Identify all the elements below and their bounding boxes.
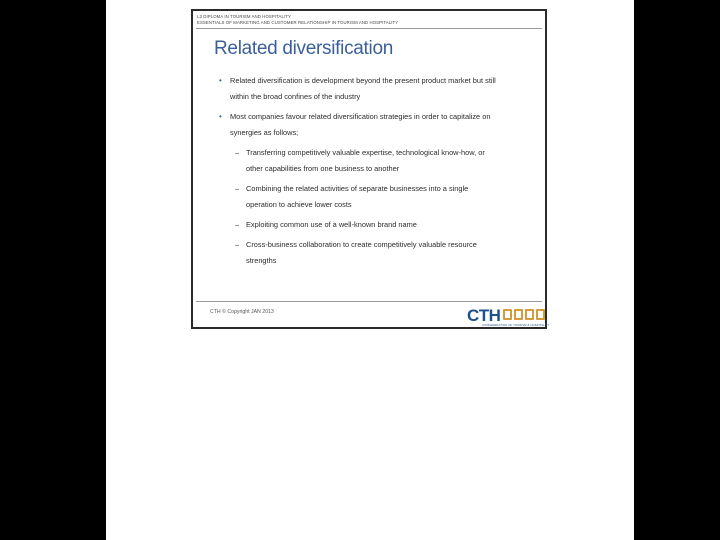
sub-bullet-text: Cross-business collaboration to create competitively valuable resource strengths	[246, 240, 477, 265]
sub-bullet-item	[193, 217, 501, 233]
bullet-marker: •	[219, 76, 222, 85]
sub-bullet-item	[193, 237, 501, 269]
sub-bullet-item	[193, 145, 501, 177]
sub-bullet-marker: –	[235, 220, 240, 229]
bullet-marker: •	[219, 112, 222, 121]
footer-divider	[196, 301, 542, 302]
cth-logo	[467, 306, 550, 327]
logo-box-icon	[536, 309, 545, 320]
sub-bullet-item	[193, 181, 501, 213]
logo-box-icon	[514, 309, 523, 320]
header-divider	[196, 28, 542, 29]
slide-content	[193, 73, 545, 273]
logo-box-icon	[525, 309, 534, 320]
sub-bullet-text: Combining the related activities of separate businesses into a single operation to achieve lower costs	[246, 184, 469, 209]
sub-bullet-marker: –	[235, 240, 240, 249]
logo-box-icon	[503, 309, 512, 320]
header-course-line: L3 DIPLOMA IN TOURISM AND HOSPITALITY	[197, 14, 291, 19]
sub-bullet-text: Transferring competitively valuable expertise, technological know-how, or other capabilities from one business to another	[246, 148, 485, 173]
sub-bullet-text: Exploiting common use of a well-known brand name	[246, 220, 417, 229]
slide-header	[197, 14, 541, 26]
bullet-item	[193, 73, 505, 105]
copyright-notice: CTH © Copyright JAN 2013	[210, 309, 274, 315]
sub-bullet-marker: –	[235, 148, 240, 157]
sub-bullet-marker: –	[235, 184, 240, 193]
slide-title: Related diversification	[214, 38, 393, 59]
logo-subtext: CONFEDERATION OF TOURISM & HOSPITALITY	[482, 323, 550, 327]
logo-text: CTH	[467, 306, 501, 325]
bullet-text: Related diversification is development beyond the present product market but still within the broad confines of the industry	[230, 76, 496, 101]
slide	[191, 9, 550, 329]
bullet-item	[193, 109, 505, 141]
logo-emblem-icon	[503, 309, 545, 320]
header-unit-line: ESSENTIALS OF MARKETING AND CUSTOMER RELATIONSHIP IN TOURISM AND HOSPITALITY	[197, 20, 399, 25]
bullet-text: Most companies favour related diversification strategies in order to capitalize on synergies as follows;	[230, 112, 491, 137]
